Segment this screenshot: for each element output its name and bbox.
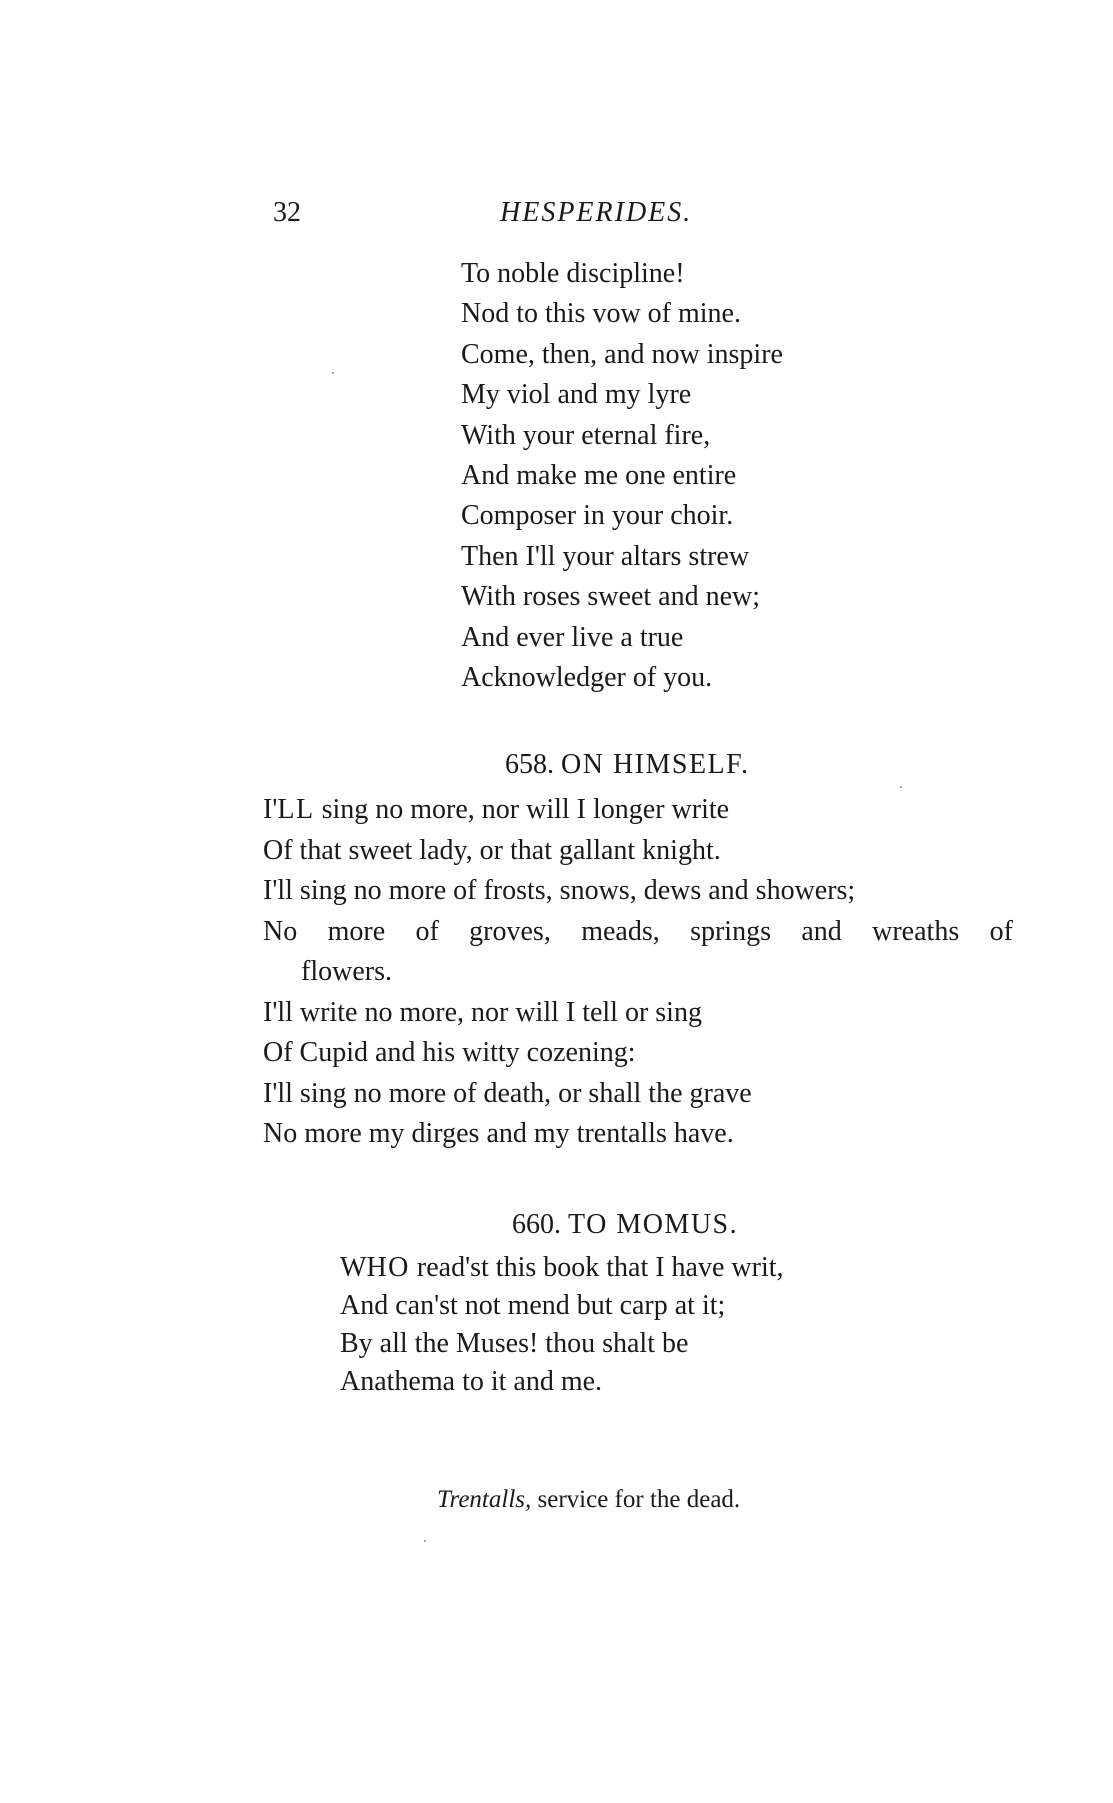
verse-line: Come, then, and now inspire [461, 338, 783, 370]
word: more [327, 915, 386, 947]
poem-number: 660. [512, 1209, 561, 1240]
scan-speck [900, 786, 902, 788]
poem-title: ON HIMSELF. [561, 749, 750, 780]
word: of [989, 915, 1013, 947]
poem-title: TO MOMUS. [568, 1209, 739, 1240]
scan-speck [424, 1540, 426, 1542]
word: springs [690, 915, 771, 947]
verse-line: Anathema to it and me. [340, 1366, 603, 1397]
footnote-term: Trentalls, [437, 1486, 532, 1513]
verse-line: Of that sweet lady, or that gallant knight. [263, 834, 721, 866]
footnote [437, 1484, 740, 1516]
verse-line [340, 1249, 784, 1287]
verse-line-justified [263, 912, 1013, 953]
verse-line: And can'st not mend but carp at it; [340, 1290, 726, 1321]
first-line-rest: sing no more, nor will I longer write [314, 794, 730, 825]
word: meads, [581, 915, 660, 947]
verse-line-wrapped: flowers. [301, 956, 392, 987]
running-head: HESPERIDES. [500, 197, 693, 228]
initial-small-caps: LL [277, 794, 315, 825]
verse-line: I'll sing no more of death, or shall the grave [263, 1077, 752, 1109]
word: groves, [469, 915, 551, 947]
verse-line: Then I'll your altars strew [461, 540, 750, 572]
verse-line: Composer in your choir. [461, 500, 734, 532]
poem-number: 658. [505, 749, 554, 780]
poem-658-body [263, 790, 1013, 1155]
verse-line: Of Cupid and his witty cozening: [263, 1037, 636, 1068]
footnote-definition: service for the dead. [531, 1486, 741, 1513]
verse-line: I'll write no more, nor will I tell or sing [263, 996, 702, 1028]
initial-letter: I' [263, 794, 278, 825]
initial-letter: W [340, 1252, 367, 1283]
verse-line: With your eternal fire, [461, 419, 711, 451]
verse-line: Acknowledger of you. [461, 662, 713, 694]
verse-line: No more my dirges and my trentalls have. [263, 1118, 734, 1149]
word: No [263, 915, 298, 947]
continuation-stanza [461, 254, 783, 698]
verse-line: My viol and my lyre [461, 379, 692, 411]
verse-line: To noble discipline! [461, 258, 685, 289]
initial-small-caps: HO [366, 1252, 410, 1283]
poem-660-body [340, 1249, 784, 1401]
verse-line: By all the Muses! thou shalt be [340, 1328, 689, 1359]
verse-line: Nod to this vow of mine. [461, 298, 741, 330]
verse-line: With roses sweet and new; [461, 581, 761, 613]
verse-line: And make me one entire [461, 460, 737, 492]
verse-line [263, 790, 1013, 831]
scan-speck [332, 372, 334, 374]
first-line-rest: read'st this book that I have writ, [409, 1252, 784, 1283]
verse-line: I'll sing no more of frosts, snows, dews and showers; [263, 875, 856, 906]
word: wreaths [872, 915, 960, 947]
page-number: 32 [273, 197, 301, 228]
poem-660-heading [512, 1208, 738, 1242]
word: of [415, 915, 439, 947]
verse-line: And ever live a true [461, 621, 684, 653]
poem-658-heading [505, 748, 750, 782]
word: and [801, 915, 842, 947]
